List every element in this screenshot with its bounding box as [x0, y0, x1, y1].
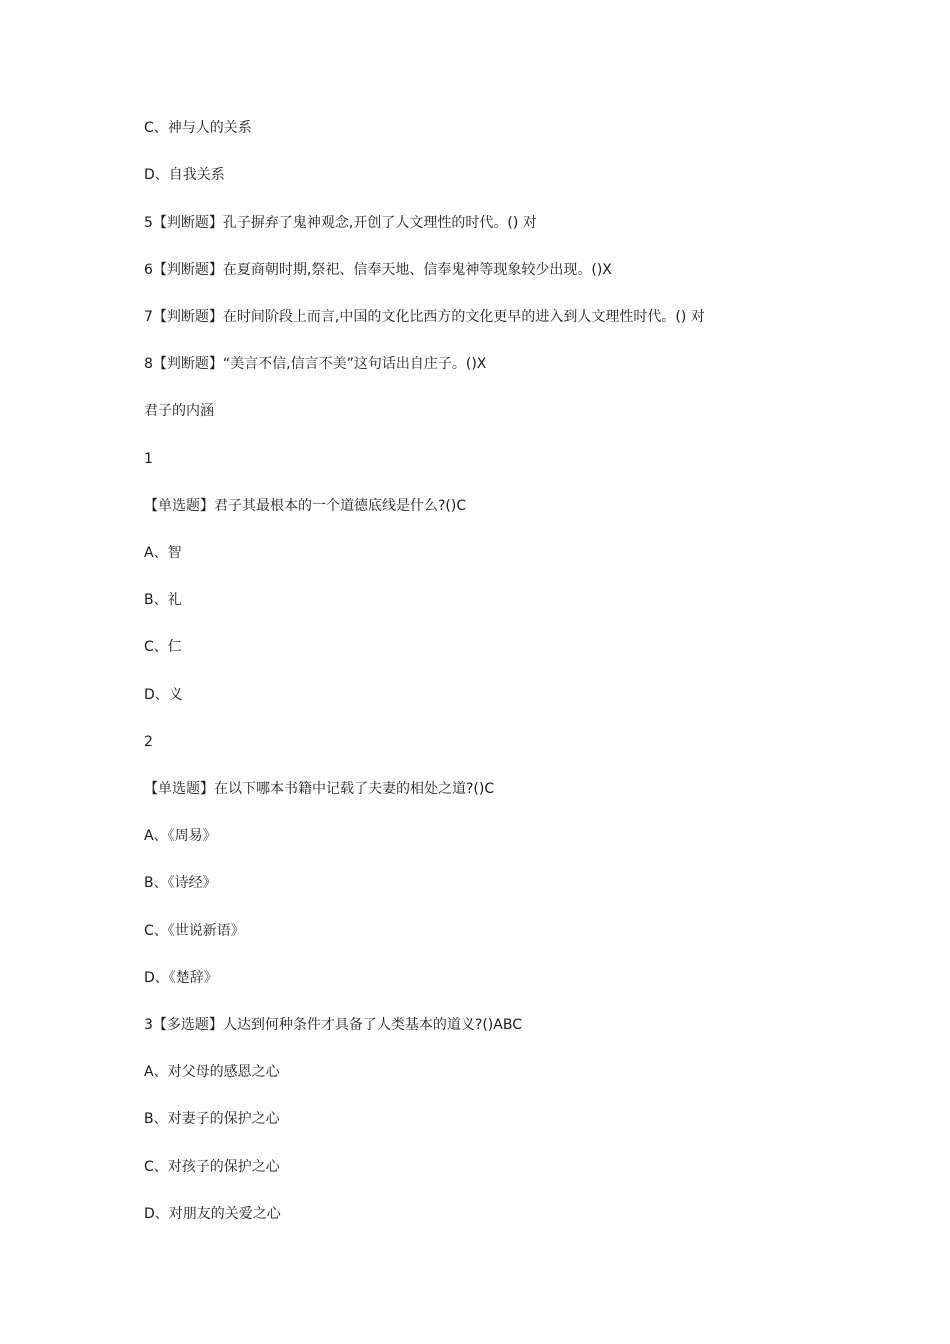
option-b-line: B、礼 [144, 592, 182, 608]
option-d-line: D、自我关系 [144, 167, 225, 183]
question-number: 1 [144, 451, 153, 467]
question-5-judgment: 5【判断题】孔子摒弃了鬼神观念,开创了人文理性的时代。() 对 [144, 215, 537, 231]
option-d-line: D、义 [144, 687, 183, 703]
option-d-line: D、对朋友的关爱之心 [144, 1206, 281, 1222]
option-b-line: B、《诗经》 [144, 875, 217, 891]
option-a-line: A、对父母的感恩之心 [144, 1064, 280, 1080]
option-a-line: A、智 [144, 545, 182, 561]
option-b-line: B、对妻子的保护之心 [144, 1111, 280, 1127]
question-7-judgment: 7【判断题】在时间阶段上而言,中国的文化比西方的文化更早的进入到人文理性时代。() 对 [144, 309, 705, 325]
option-c-line: C、神与人的关系 [144, 120, 252, 136]
question-6-judgment: 6【判断题】在夏商朝时期,祭祀、信奉天地、信奉鬼神等现象较少出现。()X [144, 262, 612, 278]
option-d-line: D、《楚辞》 [144, 970, 218, 986]
question-8-judgment: 8【判断题】“美言不信,信言不美”这句话出自庄子。()X [144, 356, 487, 372]
option-c-line: C、仁 [144, 639, 182, 655]
section-heading: 君子的内涵 [144, 403, 214, 419]
question-2-single-choice: 【单选题】在以下哪本书籍中记载了夫妻的相处之道?()C [144, 781, 495, 797]
question-number: 2 [144, 734, 153, 750]
question-3-multiple-choice: 3【多选题】人达到何种条件才具备了人类基本的道义?()ABC [144, 1017, 522, 1033]
option-a-line: A、《周易》 [144, 828, 217, 844]
question-1-single-choice: 【单选题】君子其最根本的一个道德底线是什么?()C [144, 498, 467, 514]
option-c-line: C、对孩子的保护之心 [144, 1159, 280, 1175]
option-c-line: C、《世说新语》 [144, 923, 245, 939]
